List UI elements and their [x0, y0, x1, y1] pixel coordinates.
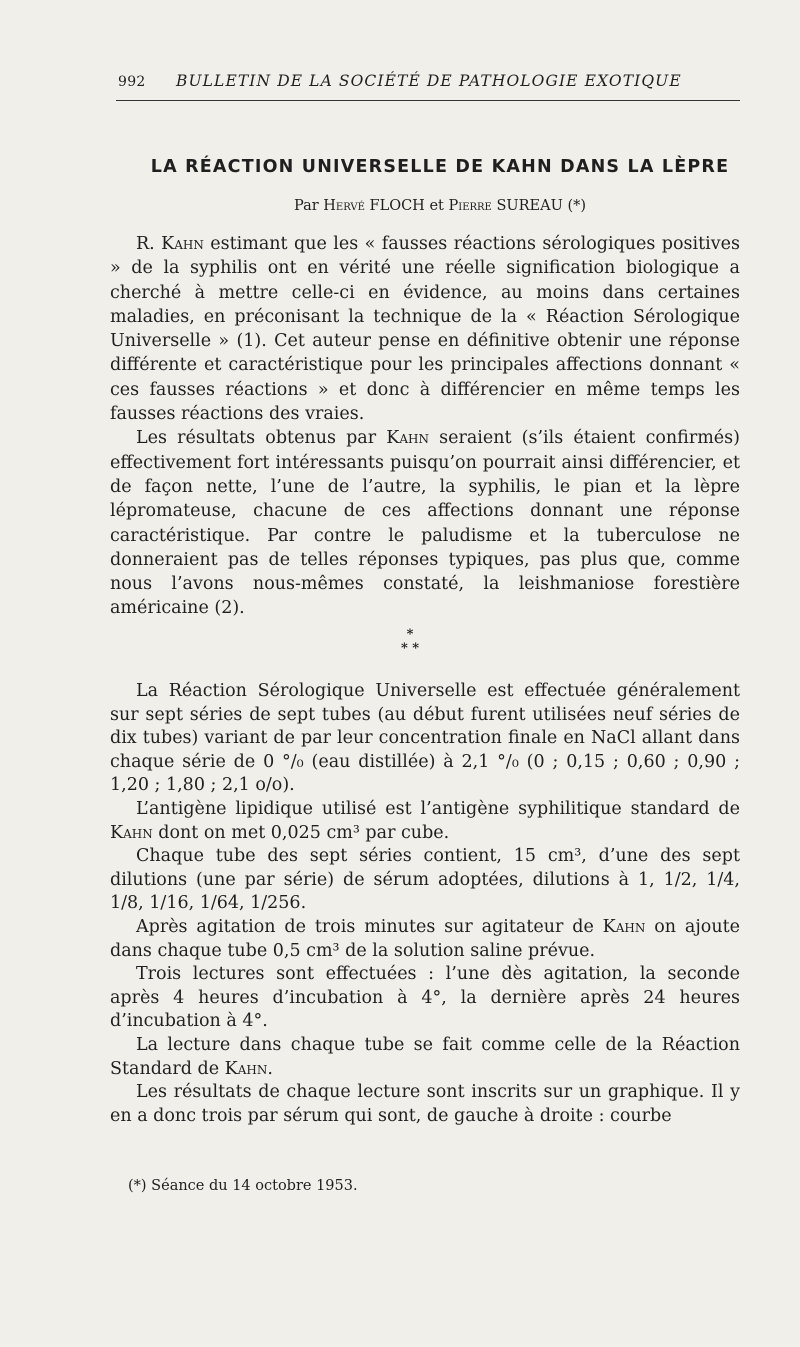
author2-last-name: SUREAU [496, 198, 563, 214]
running-head [118, 68, 738, 96]
author-name: Kahn [602, 916, 646, 937]
paragraph [110, 916, 740, 963]
paragraph-text: on ajoute dans chaque tube 0,5 cm³ de la solution saline prévue. [110, 916, 740, 961]
article-body-method [110, 680, 740, 1128]
paragraph: Les résultats de chaque lecture sont inscrits sur un graphique. Il y en a donc trois par sérum qui sont, de gauche à droite : courbe [110, 1082, 740, 1126]
journal-title: BULLETIN DE LA SOCIÉTÉ DE PATHOLOGIE EXOTIQUE [176, 72, 682, 90]
byline-conjunction: et [429, 198, 444, 214]
paragraph: La Réaction Sérologique Universelle est effectuée généralement sur sept séries de sept tubes (au début furent utilisées neuf séries de dix tubes) variant de par leur concentration finale en NaCl allant dans chaque série de 0 °/₀ (eau distillée) à 2,1 °/₀ (0 ; 0,15 ; 0,60 ; 0,90 ; 1,20 ; 1,80 ; 2,1 o/o). [110, 681, 740, 796]
paragraph [110, 232, 740, 426]
paragraph: Trois lectures sont effectuées : l’une dès agitation, la seconde après 4 heures d’incubation à 4°, la dernière après 24 heures d’incubation à 4°. [110, 964, 740, 1032]
author2-first-name: Pierre [448, 198, 492, 214]
author-name: Kahn [161, 234, 204, 254]
author-name: Kahn [110, 822, 153, 843]
article-title: LA RÉACTION UNIVERSELLE DE KAHN DANS LA LÈPRE [150, 157, 730, 177]
article-body-intro [110, 232, 740, 621]
section-asterism [390, 628, 430, 668]
paragraph [110, 426, 740, 620]
paragraph-lead: Les résultats obtenus par [136, 428, 387, 449]
header-rule [116, 100, 740, 101]
paragraph-text: . [267, 1058, 273, 1079]
byline-prefix: Par [293, 198, 319, 214]
paragraph-lead: Après agitation de trois minutes sur agitateur de [136, 916, 603, 937]
author1-first-name: Hervé [323, 198, 365, 214]
footnote: (*) Séance du 14 octobre 1953. [128, 1178, 358, 1194]
author-name: Kahn [386, 428, 429, 449]
author1-last-name: FLOCH [369, 198, 425, 214]
paragraph: Chaque tube des sept séries contient, 15 cm³, d’une des sept dilutions (une par série) de sérum adoptées, dilutions à 1, 1/2, 1/4, 1/8, 1/16, 1/64, 1/256. [110, 846, 740, 914]
paragraph-lead: L’antigène lipidique utilisé est l’antigène syphilitique standard de [136, 798, 740, 819]
paragraph [110, 798, 740, 845]
footnote-mark: (*) [567, 198, 587, 214]
paragraph [110, 1034, 740, 1081]
paragraph-text: seraient (s’ils étaient confirmés) effectivement fort intéressants puisqu’on pourrait ainsi différencier, et de façon nette, l’une de l’autre, la syphilis, le pian et la lèpre lépromateuse, chacune de ces affections donnant une réponse caractéristique. Par contre le paludisme et la tuberculose ne donneraient pas de telles réponses typiques, pas plus que, comme nous l’avons nous-mêmes constaté, la leishmaniose forestière américaine (2). [110, 428, 740, 619]
paragraph-text: estimant que les « fausses réactions sérologiques positives » de la syphilis ont en vérité une réelle signification biologique a cherché à mettre celle-ci en évidence, au moins dans certaines maladies, en préconisant la technique de la « Réaction Sérologique Universelle » (1). Cet auteur pense en définitive obtenir une réponse différente et caractéristique pour les principales affections donnant « ces fausses réactions » et donc à différencier en même temps les fausses réactions des vraies. [110, 234, 740, 425]
byline [80, 198, 800, 214]
paragraph-text: dont on met 0,025 cm³ par cube. [152, 822, 450, 843]
author-name: Kahn [224, 1058, 268, 1079]
asterism-top: * [406, 627, 414, 642]
page-number: 992 [118, 74, 146, 90]
paragraph-lead: R. [136, 234, 162, 254]
asterism-bottom: * * [400, 641, 420, 656]
paragraph-lead: La lecture dans chaque tube se fait comme celle de la Réaction Standard de [110, 1034, 740, 1079]
